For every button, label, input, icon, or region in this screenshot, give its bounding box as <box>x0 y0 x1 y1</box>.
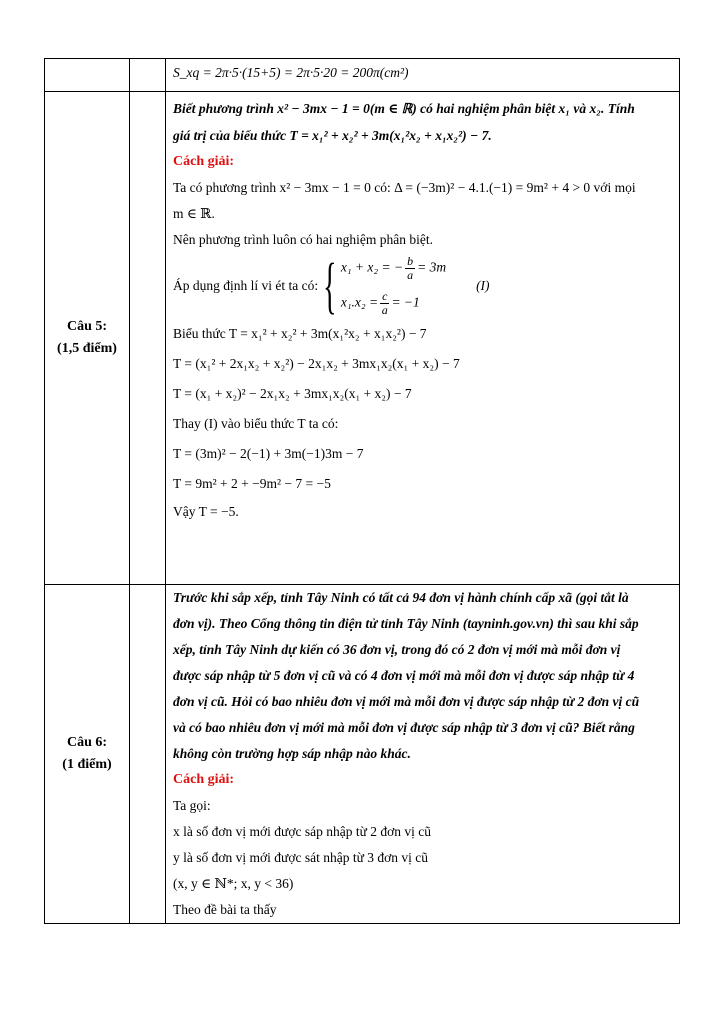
solution-line: T = (3m)² − 2(−1) + 3m(−1)3m − 7 <box>173 446 364 461</box>
solution-line: (x, y ∈ ℕ*; x, y < 36) <box>173 876 294 891</box>
solution-cell <box>166 92 680 585</box>
table-row <box>45 92 680 585</box>
table-row <box>45 59 680 92</box>
question-label-cell <box>45 92 130 585</box>
solution-line: T = 9m² + 2 + −9m² − 7 = −5 <box>173 476 331 491</box>
solution-line: Biểu thức T = x₁² + x₂² + 3m(x₁²x₂ + x₁x₂²) − 7 <box>173 326 427 341</box>
question-text: đơn vị). Theo Cổng thông tin điện tử tỉnh Tây Ninh (tayninh.gov.vn) thì sau khi sắp <box>173 616 639 631</box>
vieta-system <box>173 253 673 319</box>
question-text: giá trị của biểu thức T = x₁² + x₂² + 3m(x₁²x₂ + x₁x₂²) − 7. <box>173 127 492 143</box>
solution-line: Nên phương trình luôn có hai nghiệm phân biệt. <box>173 232 434 247</box>
question-text: Biết phương trình x² − 3mx − 1 = 0(m ∈ ℝ) có hai nghiệm phân biệt x₁ và x₂. Tính <box>173 101 635 116</box>
surface-area-formula: S_xq = 2π·5·(15+5) = 2π·5·20 = 200π(cm²) <box>173 65 409 80</box>
vieta-sum: x₁ + x₂ = − $\frac{b}{a}$ = 3m <box>340 254 447 282</box>
question-number: Câu 5: <box>66 319 108 334</box>
question-text: Trước khi sắp xếp, tỉnh Tây Ninh có tất cả 94 đơn vị hành chính cấp xã (gọi tắt là <box>173 590 629 605</box>
solution-line: Ta có phương trình x² − 3mx − 1 = 0 có: Δ = (−3m)² − 4.1.(−1) = 9m² + 4 > 0 với mọi <box>173 180 636 195</box>
solution-line: x là số đơn vị mới được sáp nhập từ 2 đơn vị cũ <box>173 824 432 839</box>
solution-line: T = (x₁² + 2x₁x₂ + x₂²) − 2x₁x₂ + 3mx₁x₂(x₁ + x₂) − 7 <box>173 356 460 371</box>
vieta-equations <box>341 255 446 317</box>
solution-line: T = (x₁ + x₂)² − 2x₁x₂ + 3mx₁x₂(x₁ + x₂) − 7 <box>173 386 412 401</box>
solution-cell <box>166 59 680 92</box>
table-row <box>45 585 680 924</box>
solution-table <box>44 58 680 924</box>
vieta-intro: Áp dụng định lí vi ét ta có: <box>173 278 319 293</box>
score-cell <box>130 59 166 92</box>
solution-line: y là số đơn vị mới được sát nhập từ 3 đơn vị cũ <box>173 850 429 865</box>
method-heading: Cách giải: <box>173 154 235 169</box>
solution-line: Ta gọi: <box>173 798 211 813</box>
question-points: (1 điểm) <box>62 757 112 772</box>
method-heading: Cách giải: <box>173 772 235 787</box>
question-text: và có bao nhiêu đơn vị mới mà mỗi đơn vị được sáp nhập từ 3 đơn vị cũ? Biết rằng <box>173 720 635 735</box>
question-text: xếp, tỉnh Tây Ninh dự kiến có 36 đơn vị, trong đó có 2 đơn vị mới mà mỗi đơn vị <box>173 642 621 657</box>
question-text: được sáp nhập từ 5 đơn vị cũ và có 4 đơn vị mới mà mỗi đơn vị được sáp nhập từ 4 <box>173 668 635 683</box>
question-label-cell <box>45 585 130 924</box>
question-label-cell <box>45 59 130 92</box>
equation-tag: (I) <box>476 278 490 293</box>
vieta-product: x₁.x₂ = $\frac{c}{a}$ = −1 <box>340 289 420 317</box>
score-cell <box>130 92 166 585</box>
solution-line: Thay (I) vào biểu thức T ta có: <box>173 416 339 431</box>
score-cell <box>130 585 166 924</box>
solution-cell <box>166 585 680 924</box>
left-brace: { <box>323 252 337 320</box>
question-number: Câu 6: <box>66 735 108 750</box>
question-text: không còn trường hợp sáp nhập nào khác. <box>173 746 411 761</box>
question-text: đơn vị cũ. Hỏi có bao nhiêu đơn vị mới mà mỗi đơn vị được sáp nhập từ 2 đơn vị cũ <box>173 694 640 709</box>
question-points: (1,5 điểm) <box>57 341 117 356</box>
conclusion-line: Vậy T = −5. <box>173 504 239 519</box>
solution-line: m ∈ ℝ. <box>173 206 215 221</box>
solution-line: Theo đề bài ta thấy <box>173 902 277 917</box>
